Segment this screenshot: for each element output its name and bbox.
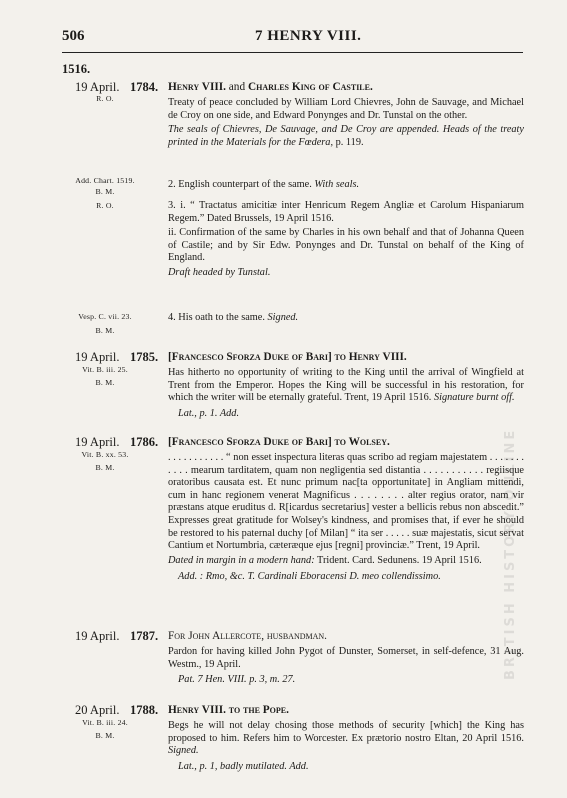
source-ref: R. O.	[96, 94, 114, 103]
entry-text: Begs he will not delay chosing those methods of security [which] the King has proposed to him. Refers him to Worcester. Ex prætorio nostro Eltan, 20 April 1516. Signed. Lat., p. 1, badly mutilated. Add.	[168, 720, 524, 772]
source-ref: B. M.	[95, 187, 115, 196]
source-ref: B. M.	[95, 378, 115, 387]
source-ref: Vit. B. iii. 24.	[82, 718, 128, 727]
entry-number: 1788.	[130, 703, 159, 717]
entry-text: Treaty of peace concluded by William Lord Chievres, John de Sauvage, and Michael de Croy on one side, and Edward Ponynges and Dr. Tunstal on the other. The seals of Chievres, De Sauvage, and De Croy are appended. Heads of the treaty printed in the Materials for the Fœdera, p. 119.	[168, 97, 524, 148]
entry-number: 1786.	[130, 435, 159, 449]
entry-text: . . . . . . . . . . . “ non esset inspectura literas quas scribo ad regiam majestatem . . . . . . . . . . . mearum tarditatem, quam non negligentia sed distantia . . . . . . . . . . . regiisque oratoribus causata est. Et nunc primum nac[ta opportunitate] in Angliam mittendi, cum in hanc regionem venerat Magnificus . . . . . . . . alter regius orator, nam vir præstans atque eruditus d. R[icardus secretarius] vester a bellicis rebus non abscedit.” Expresses great gratitude for Wolsey's kindness, and promises that, if ever he should be restored to his paternal duchy [of Milan] “ ita ser . . . . . suæ majestatis, sicut servat Cantium et Nortumbria, cæteræque ejus [regni] provinciæ.” Trent, 19 April. Dated in margin in a modern hand: Trident. Card. Sedunens. 19 April 1516. Add. : Rmo, &c. T. Cardinali Eboracensi D. meo collendissimo.	[168, 452, 524, 583]
source-ref: Vit. B. xx. 53.	[81, 450, 129, 459]
header-rule	[62, 52, 523, 53]
entry-title: [Francesco Sforza Duke of Bari] to Henry VIII.	[168, 351, 407, 363]
source-ref: Add. Chart. 1519.	[75, 176, 135, 185]
entry-text: Pardon for having killed John Pygot of Dunster, Somerset, in self-defence, 31 Aug. Westm., 19 April. Pat. 7 Hen. VIII. p. 3, m. 27.	[168, 646, 524, 686]
sub-item-4: 4. His oath to the same. Signed.	[168, 312, 299, 323]
entry-number: 1784.	[130, 80, 159, 94]
source-ref: B. M.	[95, 731, 115, 740]
entry-note: The seals of Chievres, De Sauvage, and De Croy are appended. Heads of the treaty printed in the Materials for the Fœdera,	[168, 124, 524, 148]
source-ref: B. M.	[95, 463, 115, 472]
page-number: 506	[62, 28, 85, 44]
source-ref: Vesp. C. vii. 23.	[78, 312, 132, 321]
running-header	[0, 28, 567, 50]
sub-item-3: 3. i. “ Tractatus amicitiæ inter Henricum Regem Angliæ et Carolum Hispaniarum Regem.” Dated Brussels, 19 April 1516. ii. Confirmation of the same by Charles in his own behalf and that of Johanna Queen of Castile; and by Sir Edw. Ponynges and Dr. Tunstal on behalf of the King of England. Draft headed by Tunstal.	[168, 200, 524, 278]
entry-date: 19 April.	[75, 350, 120, 364]
watermark: BRITISH HISTORY ONLINE	[503, 427, 518, 680]
entry-date: 19 April.	[75, 629, 120, 643]
entry-title: [Francesco Sforza Duke of Bari] to Wolsey.	[168, 436, 390, 448]
source-ref: R. O.	[96, 201, 114, 210]
entry-date: 20 April.	[75, 703, 120, 717]
running-title: 7 HENRY VIII.	[255, 28, 362, 44]
entry-title: Henry VIII. and Charles King of Castile.	[168, 81, 373, 93]
entry-number: 1787.	[130, 629, 159, 643]
source-ref: B. M.	[95, 326, 115, 335]
year-heading: 1516.	[62, 62, 91, 76]
entry-title: For John Allercote, husbandman.	[168, 630, 328, 642]
entry-number: 1785.	[130, 350, 159, 364]
entry-text: Has hitherto no opportunity of writing to the King until the arrival of Wingfield at Trent from the Emperor. Hopes the King will be successful in his restoration, for which the writer will be eternally grateful. Trent, 19 April 1516. Signature burnt off. Lat., p. 1. Add.	[168, 367, 524, 419]
entry-date: 19 April.	[75, 80, 120, 94]
entry-date: 19 April.	[75, 435, 120, 449]
entry-title: Henry VIII. to the Pope.	[168, 704, 289, 716]
source-ref: Vit. B. iii. 25.	[82, 365, 128, 374]
sub-item-2: 2. English counterpart of the same. With seals.	[168, 179, 360, 190]
